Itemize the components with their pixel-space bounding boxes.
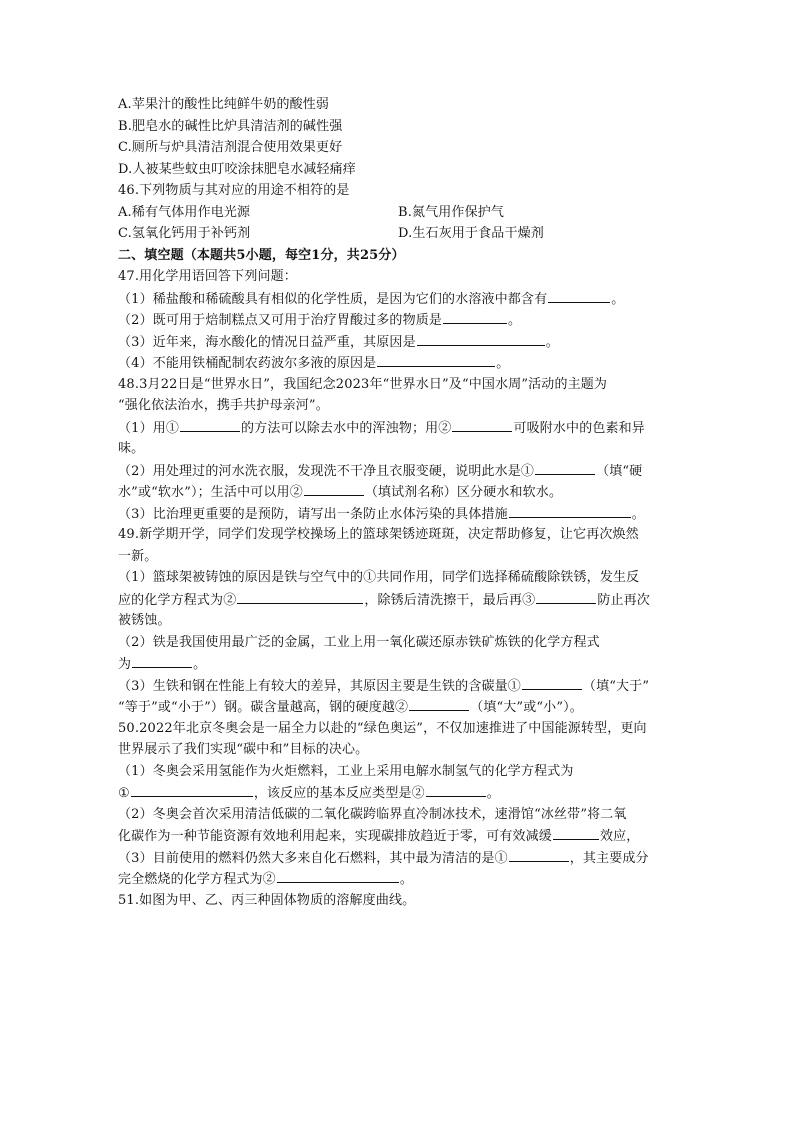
answer-blank[interactable]	[553, 825, 599, 840]
answer-blank[interactable]	[443, 309, 507, 324]
q48-part1-text-a: （1）用①	[118, 420, 180, 436]
q47-part1-end: 。	[611, 291, 625, 307]
q49-part2-text-c: 。	[193, 657, 207, 672]
answer-blank[interactable]	[522, 675, 582, 690]
q48-stem-line1: 48.3月22日是“世界水日”，我国纪念2023年“世界水日”及“中国水周”活动的主题为	[118, 376, 608, 392]
q48-part2-text-c: 水”或“软水”）；生活中可以用②	[118, 485, 303, 500]
q48-part1-text-b: 的方法可以除去水中的浑浊物；用②	[241, 420, 452, 436]
q46-option-d: D.生石灰用于食品干燥剂	[398, 226, 544, 241]
q50-part1-line2	[118, 782, 683, 804]
q50-stem-line1: 50.2022年北京冬奥会是一届全力以赴的“绿色奥运”，不仅加速推进了中国能源转型，更向	[118, 720, 647, 736]
q46-option-c: C.氢氧化钙用于补钙剂	[118, 226, 251, 241]
q46-option-a: A.稀有气体用作电光源	[118, 204, 251, 220]
q47-part4	[118, 352, 683, 374]
answer-blank[interactable]	[536, 589, 596, 604]
section-2-title: 二、填空题（本题共5小题，每空1分，共25分）	[118, 247, 405, 263]
q49-part1-line3: 被锈蚀。	[118, 613, 171, 628]
q49-stem-line2: 一新。	[118, 548, 158, 564]
answer-blank[interactable]	[180, 417, 240, 432]
q49-part1-line2	[118, 589, 683, 611]
q50-part3-text-b: ，其主要成分	[569, 850, 649, 866]
q49-part2-text-b: 为	[118, 657, 132, 672]
q45-option-c: C.厕所与炉具清洁剂混合使用效果更好	[118, 140, 343, 155]
q47-part1-text: （1）稀盐酸和稀硫酸具有相似的化学性质，是因为它们的水溶液中都含有	[118, 291, 548, 307]
q47-part4-text: （4）不能用铁桶配制农药波尔多液的原因是	[118, 356, 377, 371]
q49-part3-text-d: （填“大”或“小”）。	[470, 700, 583, 715]
q50-part1-text-c: ，该反应的基本反应类型是②	[253, 786, 425, 801]
q48-part1-text-c: 可吸附水中的色素和异	[513, 420, 645, 436]
q48-stem-line2: “强化依法治水，携手共护母亲河”。	[118, 398, 329, 413]
q49-part2-line1: （2）铁是我国使用最广泛的金属，工业上用一氧化碳还原赤铁矿炼铁的化学方程式	[118, 634, 600, 650]
exam-page	[118, 94, 683, 911]
q47-part3	[118, 331, 683, 353]
q50-part3-text-a: （3）目前使用的燃料仍然大多来自化石燃料，其中最为清洁的是①	[118, 850, 508, 866]
answer-blank[interactable]	[409, 696, 469, 711]
q45-option-d: D.人被某些蚊虫叮咬涂抹肥皂水减轻痛痒	[118, 161, 356, 177]
q48-part2-line2	[118, 481, 683, 503]
q48-part2-line1	[118, 460, 683, 482]
answer-blank[interactable]	[277, 868, 399, 883]
q46-stem: 46.下列物质与其对应的用途不相符的是	[118, 183, 350, 198]
q50-part2-text-b: 化碳作为一种节能资源有效地利用起来，实现碳排放趋近于零，可有效减缓	[118, 829, 552, 844]
answer-blank[interactable]	[377, 352, 495, 367]
q48-part3-text-a: （3）比治理更重要的是预防，请写出一条防止水体污染的具体措施	[118, 506, 508, 522]
q48-part2-text-a: （2）用处理过的河水洗衣服，发现洗不干净且衣服变硬，说明此水是①	[118, 463, 535, 479]
q48-part3-text-b: 。	[631, 506, 645, 522]
answer-blank[interactable]	[535, 460, 595, 475]
q50-part3-text-c: 完全燃烧的化学方程式为②	[118, 872, 276, 887]
answer-blank[interactable]	[132, 653, 192, 668]
q50-part1-text-b: ①	[118, 786, 130, 801]
q49-stem-line1: 49.新学期开学，同学们发现学校操场上的篮球架锈迹斑斑，决定帮助修复，让它再次焕然	[118, 527, 639, 542]
q47-part2-text: （2）既可用于焙制糕点又可用于治疗胃酸过多的物质是	[118, 313, 443, 328]
answer-blank[interactable]	[548, 288, 610, 303]
q50-stem-line2: 世界展示了我们实现“碳中和”目标的决心。	[118, 742, 369, 757]
q50-part2-line2	[118, 825, 683, 847]
q49-part3-line2	[118, 696, 683, 718]
q49-part3-text-c: “等于”或“小于”）钢。碳含量越高，钢的硬度越②	[118, 700, 409, 715]
q46-options-row1	[118, 202, 683, 224]
q50-part2-text-c: 效应，	[599, 829, 640, 844]
q48-part3	[118, 503, 683, 525]
q47-part3-text: （3）近年来，海水酸化的情况日益严重，其原因是	[118, 334, 416, 350]
q50-part1-text-d: 。	[486, 786, 500, 801]
q50-part3-line2	[118, 868, 683, 890]
answer-blank[interactable]	[509, 847, 569, 862]
answer-blank[interactable]	[509, 503, 631, 518]
q49-part1-text-b: 应的化学方程式为②	[118, 592, 237, 608]
q45-option-a: A.苹果汁的酸性比纯鲜牛奶的酸性弱	[118, 97, 330, 112]
answer-blank[interactable]	[426, 782, 486, 797]
q48-part2-text-b: （填“硬	[596, 463, 643, 479]
q49-part1-line1: （1）篮球架被铸蚀的原因是铁与空气中的①共同作用，同学们选择稀硫酸除铁锈，发生反	[118, 570, 640, 585]
answer-blank[interactable]	[417, 331, 545, 346]
q50-part1-line1: （1）冬奥会采用氢能作为火炬燃料，工业上采用电解水制氢气的化学方程式为	[118, 763, 574, 779]
answer-blank[interactable]	[452, 417, 512, 432]
answer-blank[interactable]	[237, 589, 363, 604]
q49-part3-text-b: （填“大于”	[582, 678, 650, 694]
q47-part4-end: 。	[496, 356, 510, 371]
answer-blank[interactable]	[304, 481, 364, 496]
q48-part2-text-d: （填试剂名称）区分硬水和软水。	[364, 485, 563, 500]
q50-part3-text-d: 。	[399, 872, 413, 887]
q49-part3-line1	[118, 675, 683, 697]
q49-part1-text-c: ，除锈后清洗擦干，最后再③	[364, 592, 536, 608]
q47-part3-end: 。	[545, 334, 559, 350]
q50-part3-line1	[118, 847, 683, 869]
q49-part3-text-a: （3）生铁和钢在性能上有较大的差异，其原因主要是生铁的含碳量①	[118, 678, 521, 694]
q47-part2	[118, 309, 683, 331]
q48-part1-line2: 味。	[118, 441, 145, 456]
answer-blank[interactable]	[131, 782, 253, 797]
q49-part1-text-d: 防止再次	[597, 592, 650, 608]
q51-stem: 51.如图为甲、乙、丙三种固体物质的溶解度曲线。	[118, 892, 416, 908]
q47-stem: 47.用化学用语回答下列问题：	[118, 269, 297, 284]
q50-part2-line1: （2）冬奥会首次采用清洁低碳的二氧化碳跨临界直冷制冰技术，速滑馆“冰丝带”将二氧	[118, 806, 627, 822]
q49-part2-line2	[118, 653, 683, 675]
q46-option-b: B.氮气用作保护气	[398, 204, 505, 220]
q47-part2-end: 。	[508, 313, 522, 328]
q45-option-b: B.肥皂水的碱性比炉具清洁剂的碱性强	[118, 118, 343, 134]
q48-part1-line1	[118, 417, 683, 439]
q46-options-row2	[118, 223, 683, 245]
q47-part1	[118, 288, 683, 310]
